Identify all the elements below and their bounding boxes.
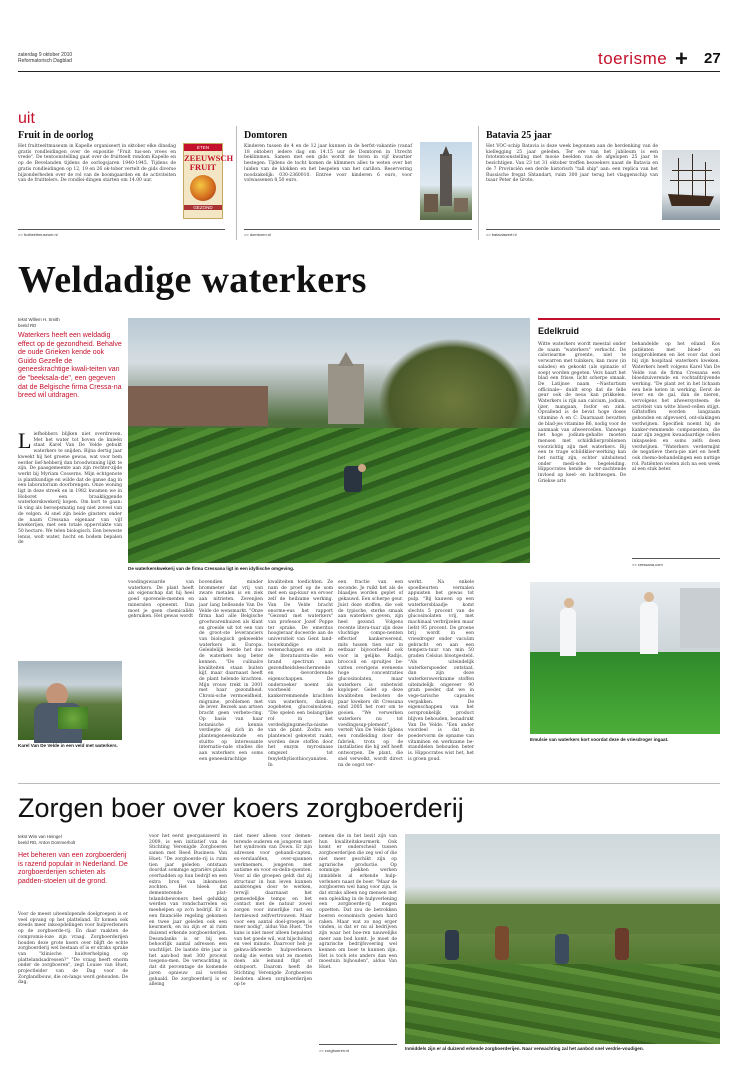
dropcap: L — [18, 428, 32, 453]
article-intro: Waterkers heeft een weldadig effect op de gezondheid. Behalve de oude Grieken kende ook Guido Gezelle de geneeskrachtige kwali-teiten van de "beeksala-de", een gegeven dat de Belgische firma Cressa-na breed wil uitdragen. — [18, 332, 122, 400]
poster-top-text: ETEN — [184, 144, 222, 151]
uit-label: uit — [18, 110, 35, 127]
article-column: nemen die in het bezit zijn van hun kwaliteitskeurmerk. Ook komt er onderscheid tussen zorgboerderijen die zeg wel of die niet meer geschikt zijn op agrarische productie. Op sommige plekken werken inmiddels al erkende hulp-verleners naast de boer. "Maar de zorgboeren wel hang voor zijn, is dat straks alleen nog mensen met een opleiding in de hulpverlening een zorgboerde-rij mogen opzetten. Dat zou de betrokken boeren economisch gesien hard raken. Maar wat zo nog erger vinden, is dat er nu al bedrijven zijn waar het boe-ren nauwelijks meer aan bod komt. Je moet de agrarische bedrijfsvoering wel kennen om boer te kunnen zijn. Het is toch iets anders dan een moestuin bijhouden", aldus Van Huet. — [319, 834, 397, 971]
article-byline: tekst Wim van Heingel beeld RD, Anton Dommerholt — [18, 834, 76, 845]
poster-bottom-text: GEZOND — [184, 205, 222, 210]
fruit-illustration — [190, 175, 216, 201]
header-date: zaterdag 9 oktober 2010 — [18, 52, 73, 58]
sidebar-url-rule — [632, 558, 720, 559]
header-paper: Reformatorisch Dagblad — [18, 58, 72, 64]
uit-item-title: Domtoren — [244, 130, 288, 141]
page-number: 27 — [704, 50, 721, 67]
article-intro: Het beheren van een zorgboerderij is razend populair in Nederland. De zorgboerderijen schieten als padden-stoelen uit de grond. — [18, 852, 128, 885]
fruit-poster-image — [183, 143, 234, 219]
uit-item-link[interactable]: >> domtoren.nl — [244, 232, 271, 237]
article-headline: Weldadige waterkers — [18, 259, 367, 301]
sidebar-title: Edelkruid — [538, 326, 580, 336]
uit-item-text: Het VOC-schip Batavia is deze week begonnen aan de herdenking van de kiellegging 25 jaar geleden. Ter ere van het jubileum is een fototentoonstelling met mooie beelden van de afgelopen 25 jaar te bezichtigen. Van 23 tot 31 oktober treffen bezoekers naast de Batavia en de 7 Provinciën een derde historisch "tall ship" aan: een replica van het Russische fregat Shtandart, ruim 300 jaar terug het vlaggenschip van tsaar Peter de Grote. — [486, 144, 658, 184]
uit-item-rule — [18, 229, 225, 230]
uit-item-title: Fruit in de oorlog — [18, 130, 94, 141]
article-column: niet meer alleen voor demen-terende ouderen en jongeren met het syndroom van Down. Er zijn adressen voor gehandi-capten, ex-verslaafden, over-spannen werknemers, jongeren met autisme en voor ex-delin-quenten. Voor al die groepen geldt dat zij structuur in hun leven kunnen aanbrengen door te werken, terwijl daarnaast het gemoedelijke tempo en het contact met de natuur zowel zorgen voor innerlijke rust en hernieuwd zelfvertrouwen. Maar voor een aantal doel-groepen is meer nodig", aldus Van Huet. "De kans is niet meer alleen bepalend van het goede wil, wat bijscholing en veel minute. Daarvoor heb je gekwa-lificeerde hulpverleners nodig die weten wat ze moeten doen als iemand flipt of ontspoort. Daarom heeft de Stichting Verenigde Zorgboeren besloten alleen zorgboerderijen op te — [234, 834, 312, 988]
batavia-photo — [662, 150, 720, 220]
farmer-photo — [18, 661, 122, 740]
uit-item-title: Batavia 25 jaar — [486, 130, 552, 141]
sidebar-column: Witte waterkers wordt meestal onder de naam "waterkers" verkocht. De caloriearme groente, niet te verwarren met tuinkers, kan rauw (in salades) en gekookt (als spinazie of soep) worden gegeten. Vers baart het blad een frisse, licht scherpe smaak. De Latijnse naam --Nasturtium officinale-- duidt erop dat de felle geur ook de neus kan prikkelen. Waterkers is rijk aan calcium, jodium, ijzer, mangaan, fosfor en zink. Opvallend is de bevat hoge doses vitamine A en C. Daarnaast bevatten de blad-jes vitamine B6, nodig voor de aanmaak van afweercellen. Vanwege het hoge jodium-gehalte moeten mensen met schildklierproblemen voorzichtig zijn met waterkers. Bij een te trage schildklier-werking kan het nuttig zijn, echter uitsluitend onder medi-sche begeleiding. Hippocrates kende de ver-zachtende invloed op keel- en luchtwegen. De Griekse arts — [538, 342, 626, 484]
factory-photo — [530, 582, 720, 734]
sidebar-column: behandelde op het eiland Kos patiënten met bloed- en longproblemen en liet voor dat doel bij zijn hospitaal waterkers kweken. Waterkers heeft volgens Karel Van De Velde van de firma Cressana een bloedzuiverende en vochtafdrijvende werking. "De plant zet in het lichaam een hele keten in werking. Eerst de lever en de gal, dan de nieren, vervolgens het afweersysteem: de activiteit van witte bloed-cellen stijgt. Giftstoffen worden langzaam gebonden en afgevoerd, ont-slakingen verdwijnen. Specifiek noemt hij de kanker-remmende componenten, die naar zijn zeggen kwaadaardige cellen inkapselen en soms zelfs doen verdwijnen. "Waterkers verdermijnt de negatieve thera-pie niet en heeft ook chemo-behandelingen een nuttige rol. Patiënten voelen zich na een week al een stuk beter. — [632, 342, 720, 473]
domtoren-photo — [420, 142, 472, 220]
photo-caption: De waterkerskwekerij van de firma Cressana ligt in een idyllische omgeving. — [128, 566, 295, 571]
uit-item-text: Het fruitteeltmuseum in Kapelle organiseert in oktober elke dinsdag gratis rondleidingen over de expositie "Fruit tus-sen vrees en vrede". De tentoonstelling gaat over de fruitteelt rondom Kapelle en op de Bevelanden tijdens de oorlogsjaren 1940-1945. Tijdens de gratis rondleidingen op 12, 19 en 26 ok-tober vertelt de gids diverse bijzonderheden over de rol van de boomgaarden en de activiteiten van de fruittelers. De rondlei-dingen starten om 14.00 uur. — [18, 144, 176, 184]
article-headline: Zorgen boer over koers zorgboerderij — [18, 793, 464, 823]
uit-item-text: Kinderen tussen de 4 en de 12 jaar kunnen in de herfst-vakantie (vanaf 18 oktober) iedere dag om 14.15 uur de Domtoren in Utrecht beklimmen. Samen met een gids wordt de toren in vijf kwartier bestegen. Tijdens de tocht komen de klimmers alles te weten over het luiden van de klokken en het bespelen van het carillon. Reservering noodzakelijk: 030-2360010. Entree voor kinderen 6 euro, voor volwassenen 8,50 euro. — [244, 144, 412, 184]
zorgboerderij-photo — [405, 834, 720, 1044]
photo-caption: Karel Van De Velde in een veld met waterkers. — [18, 743, 118, 748]
header-rule — [18, 71, 720, 72]
poster-main-text: ZEEUWSCH FRUIT — [184, 153, 234, 172]
section-divider — [18, 783, 720, 784]
uit-item-link[interactable]: >> bataviawerf.nl — [486, 232, 517, 237]
plus-icon: + — [675, 46, 688, 71]
uit-item-link[interactable]: >> fruitteeltmuseum.nl — [18, 232, 58, 237]
column-divider — [478, 126, 479, 240]
photo-caption: Inmiddels zijn er al duizend erkende zorgboerderijen. Naar verwachting zal het aanbod snel verdrie-voudigen. — [405, 1046, 644, 1051]
article-column: een fractie van een seconde. Je ruikt het als de blaadjes worden geplet of gekauwd. Een scherpe geur. Juist deze stoffen, die ook de typische, sterke smaak aan waterkers geven, zijn heel gezond. Volgens recente litera-tuur zijn deze vluchtige compo-nenten effectief kankerwerend, mits tussen tien uur in eetbaar bijvoorbeeld ook voor in gelijke. Radijs, broccoli en spruitjes be-vatten overigens eveneens hoge concentraties glucosinolaten, maar waterkers is onbetwist koploper. Gelet op deze kwaliteiten besloten de paar kwekers dit Cressana eind 2005 het roer om te gooien. "We verwerken waterkers nu tot voedingssup-plement", vertelt Van De Velde tijdens een rondleiding door de fabriek, trots op de installaties die hij zelf heeft ontworpen. De plant, die snel verwelkt, wordt direct na de oogst ver- — [338, 580, 403, 768]
waterkers-field-photo — [128, 318, 530, 563]
column-divider — [236, 126, 237, 240]
photo-caption: Emulsie van waterkers kort voordat deze de vriesdroger ingaat. — [530, 737, 669, 742]
article-url-rule — [319, 1044, 397, 1045]
article-column: kwaliteiten toedichten. Ze nam de proef op de som met een sap-kuur en ervoer zelf de heilzame werking. Van De Velde bracht enorme-eus het rapport "Gezond met waterkers" van professor Jozef Poppe ter sprake. De emeritus hoogleraar doceerde aan de universiteit van Gent land-bouwkundige wetenschappen en stelt in de literatuurstu-die een brand spectrum aan gezondheidsbeschermende en -bevorderende eigenschappen. De onderzoeker noemt als voorbeeld de kankerremmende krachten van waterkers, dank-zij zogeheten glucosinolaten. "Die spelen een belangrijke rol in het verdedigingsmecha-nisme van de plant. Zodra een plantencel gekwetst raakt, worden deze stoffen door het enzym myrosinase omgezet tot fenylethylisothiocyanaten. In — [268, 580, 333, 768]
article-byline: tekst Willem H. Smith beeld RD — [18, 317, 60, 328]
article-column — [18, 428, 122, 659]
article-column: voedingswaarde van waterkers. De plant heeft als eigenschap dat hij heel goed sporenele-menten en mineralen opneemt. Dan moet je geen chemicaliën gebruiken. Het gewas wordt — [128, 580, 194, 620]
article-column-text: iefhebbers blijken niet overdreven. Met het water tot boven de knieën staat Karel Van De Velde gebukt waterkers te snijden. Bijna dertig jaar kweekt hij het groene gewas, wat voor hem eerder lief-hebberij dan broodwinning lijkt te zijn. De paasgemeente aan zijn rechter-zijde werkt bij Myriam Cosserns. Mijn echtgenote is plantkundige en wilde dat de ganse dag in een laboratorium doorbrengen. Onze woning ligt in deze streek en in 1982 kwamen we in Hoboret een braakliggende waterkerskwekerij kopen. Om kort te gaan: ik ving als beroepsmatig nog niet zoveel van de velgen. Al snel zijn beide ginsters onder de naam Cressana eigenaar van vijf kwekerijen, met een totale oppervlakte van 50 hectare. We telen biologisch. Een beweste lenus, wolt water, hocht en bodem bepalen de — [18, 432, 122, 546]
article-column: voor het eerst georganiseerd in 2009, is een initiatief van de Stichting Verenigde Zorgboeren samen met Reed Business. Van Huet: "De zorgboerde-rij is ruim tien jaar geleden ontstaan doordat sommige agrariërs plaats overhadden op hun bedrijf en een extra bron van inkomsten zochten. Het bleek dat dementerende plat-telandsbewoners heel gelukkig werden van rondscharrelen en meehelpen op zo'n bedrijf. Er is een financiële regeling gekomen en twee jaar geleden ook een keurmerk, en nu zijn er al ruim duizend erkende zorgboerderijen. Desondanks is er bij een behoorlijk aantal adressen een wachtlijst. De laatste drie jaar is het aan-bod met 300 procent toegeno-men. De verwachting is dat dit percentage de komende jaren opnieuw zal worden gehaald. De zorgboerderij is er alleing — [149, 834, 227, 988]
article-column: Voor de meest uiteenlopende doelgroepen is er veel opvang op het platteland. Er komen ook steeds meer inkoopdelingen voor hulpverleners op de zorgboerde-rij. En daar raakten de compromis-loze zijn vraag. Zorgboerderijen houden deze grote koers over blijft de echte zorgboerderij wel bestaan of is er straks sprake van "klinische huidverhelping op plattelandsadressen?" "De vraag heeft enorm onder de zorgboeren", zegt Louise van Huet, projectleider van de Dag voor de Zorglandbouw, die on-langs werd gehouden. De dag, — [18, 912, 128, 986]
section-label: toerisme — [598, 49, 668, 68]
article-column: bovendien minder brommeter dat vrij van zware metalen is en ziek aan nitrieten. Zevenjien jaar lang belleande Van De Velde de wensmarkt. "Onze firma had alle Belgische grootwarenhuizen als klant en groeide uit tot een van de groot-ste leveranciers van biologisch gekweekte waterkers in Europa. Geleidelijk leerde het duo de waterkers nog beter kennen. "De culinaire kwaliteiten staan buiten kijf, maar daarnaast heeft de plant helende krachten. Mijn vrouw trekt in 2001 met haar gezondheid. Chroni-sche vermoeidheid, migraine, problemen met de lever. Bezoek aan artsen bracht geen verbete-ring. Op basis van haar botanische kennis verdiepte zij zich in de plantengeneeskunde en stuitte op interessante internatio-nale studies die aan waterkers een soms een geneeskrachtige — [199, 580, 263, 762]
sidebar-link[interactable]: >> cressana.com — [632, 562, 663, 567]
uit-item-rule — [486, 229, 720, 230]
article-link[interactable]: >> zorgboeren.nl — [319, 1048, 350, 1053]
sidebar-rule — [538, 318, 720, 320]
uit-item-rule — [244, 229, 472, 230]
article-column: werkt. Na enkele spoelbeurten vermalen appuisten het gewas tot pulp. "Bij kauwen op een waterkersblaadje komt slechts 5 procent van de glucosinolaten vrij, met machinaal verbrijzelen maar liefst 95 procent. De groene brij wordt in een vriesdroger onder vacuüm gebracht en aan een tempera-tuur van min 50 graden Celsius blootgesteld. "Als uiteindelijk waterkerspoeder ontstaat, dan zijn deze waterkerswerkzame stoffen uiteindelijk ongeveer 90 gram poeder, dat we in vege-tarische capsules verpakken. De eigenschappen van het oorspronkelijk product blijven behouden, benadrukt Van De Velde. "Een ander voordeel is dat in poedervorm de opname van vitaminen en werkzame be-standdelen behouden beter is. Hippocrates wist het, het is groen goud. — [408, 580, 474, 762]
